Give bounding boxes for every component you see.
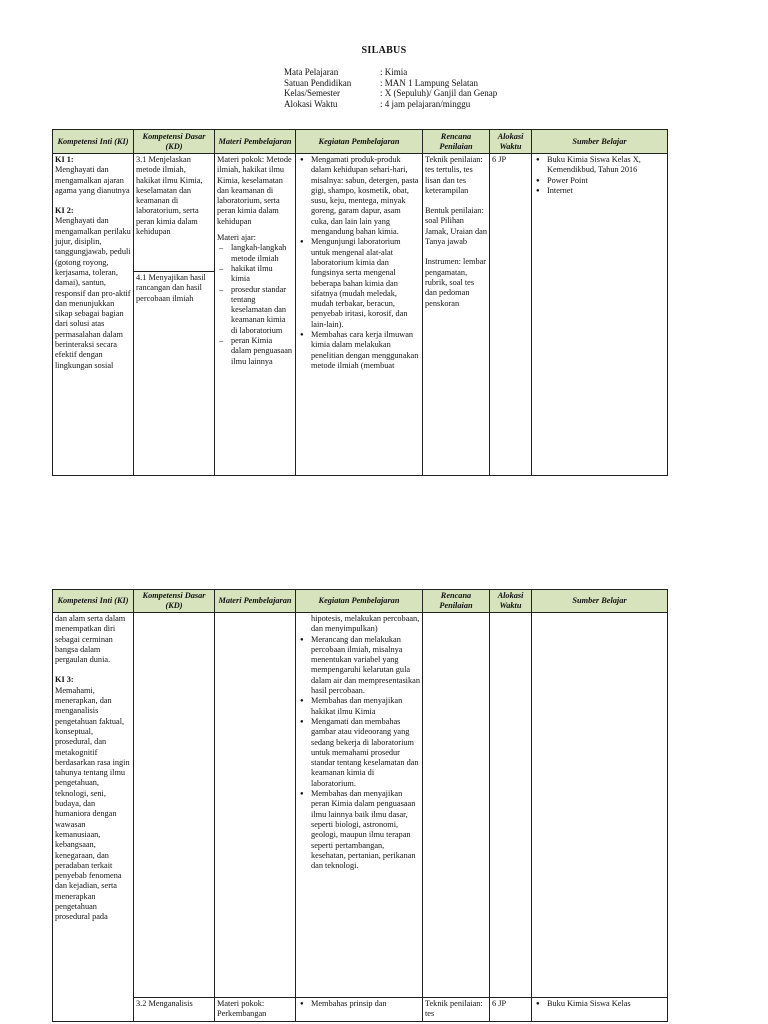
list-item: ● Power Point	[547, 176, 665, 186]
ki-continued: dan alam serta dalam menempatkan diri sebagai cerminan bangsa dalam pergaulan dunia.	[55, 614, 126, 665]
materi-cell: Materi pokok: Perkembangan	[215, 998, 296, 1022]
ki-cell	[53, 613, 134, 1022]
meta-row-class	[284, 88, 497, 99]
list-item: ● Buku Kimia Siswa Kelas X, Kemendikbud, Tahun 2016	[547, 155, 665, 176]
meta-row-subject	[284, 67, 497, 78]
kegiatan-list	[298, 635, 420, 872]
list-item: – hakikat ilmu kimia	[231, 264, 293, 285]
materi-cell	[215, 613, 296, 998]
syllabus-table-2	[52, 589, 668, 1022]
page-title: SILABUS	[361, 45, 407, 56]
sumber-list	[534, 155, 665, 196]
ki-cell	[53, 154, 134, 476]
kegiatan-cell	[296, 998, 423, 1022]
meta-row-school	[284, 78, 497, 89]
kd-3-1: 3.1 Menjelaskan metode ilmiah, hakikat ilmu Kimia, keselamatan dan keamanan di laboratorium, serta peran kimia dalam kehidupan	[136, 155, 203, 237]
list-item: ● Mengamati produk-produk dalam kehidupan sehari-hari, misalnya: sabun, detergen, pasta gigi, shampo, kosmetik, obat, susu, keju, mentega, minyak goreng, garam dapur, asam cuka, dan lain lain yang mengandung bahan kimia.	[311, 155, 420, 237]
list-item: ● Membahas cara kerja ilmuwan kimia dalam melakukan penelitian dengan menggunakan metode ilmiah (membuat	[311, 330, 420, 371]
penilaian-cell	[423, 613, 490, 998]
header-penilaian: Rencana Penilaian	[423, 590, 490, 613]
list-item: – langkah-langkah metode ilmiah	[231, 243, 293, 264]
header-kegiatan: Kegiatan Pembelajaran	[296, 590, 423, 613]
sumber-cell	[532, 154, 668, 476]
ki2-text: Menghayati dan mengamalkan perilaku jujur, disiplin, tanggungjawab, peduli (gotong royong, kerjasama, toleran, damai), santun, responsif dan pro-aktif dan menunjukkan sikap sebagai bagian dari solusi atas permasalahan dalam berinteraksi secara efektif dengan lingkungan sosial	[55, 216, 131, 370]
kegiatan-list	[298, 999, 420, 1009]
list-item: ● Mengunjungi laboratorium untuk mengenal alat-alat laboratorium kimia dan fungsinya serta mengenal beberapa bahan kimia dan sifatnya (mudah meledak, mudah terbakar, beracun, penyebab iritasi, korosif, dan lain-lain).	[311, 237, 420, 330]
header-kd: Kompetensi Dasar (KD)	[134, 590, 215, 613]
header-kd: Kompetensi Dasar (KD)	[134, 130, 215, 154]
kd-cell	[134, 154, 215, 476]
materi-cell	[215, 154, 296, 476]
list-item: ● Membahas prinsip dan	[311, 999, 420, 1009]
list-item: ● Mengamati dan membahas gambar atau videoorang yang sedang bekerja di laboratorium untuk memahami prosedur standar tentang keselamatan dan keamanan kimia di laboratorium.	[311, 717, 420, 789]
header-materi: Materi Pembelajaran	[215, 130, 296, 154]
ki3-text: Memahami, menerapkan, dan menganalisis pengetahuan faktual, konseptual, prosedural, dan metakognitif berdasarkan rasa ingin tahunya tentang ilmu pengetahuan, teknologi, seni, budaya, dan humaniora dengan wawasan kemanusiaan, kebangsaan, kenegaraan, dan peradaban terkait penyebab fenomena dan kejadian, serta menerapkan pengetahuan prosedural pada	[55, 685, 130, 922]
syllabus-table-1	[52, 129, 668, 476]
list-item: ● Internet	[547, 186, 665, 196]
document-meta	[284, 67, 497, 109]
materi-ajar-list	[217, 243, 293, 367]
ki1-title: KI 1:	[55, 155, 74, 164]
penilaian-bentuk: Bentuk penilaian: soal Pilihan Jamak, Uraian dan Tanya jawab	[425, 206, 487, 247]
header-penilaian: Rencana Penilaian	[423, 130, 490, 154]
header-waktu: Alokasi Waktu	[490, 130, 532, 154]
ki3-title: KI 3:	[55, 675, 74, 685]
header-kegiatan: Kegiatan Pembelajaran	[296, 130, 423, 154]
header-ki: Kompetensi Inti (KI)	[53, 130, 134, 154]
penilaian-teknik: Teknik penilaian: tes tertulis, tes lisan dan tes keterampilan	[425, 155, 483, 195]
list-item: ● Buku Kimia Siswa Kelas	[547, 999, 665, 1009]
meta-label: Mata Pelajaran	[284, 67, 339, 77]
header-ki: Kompetensi Inti (KI)	[53, 590, 134, 613]
materi-ajar-label: Materi ajar:	[217, 233, 256, 243]
kd-cell	[134, 613, 215, 998]
meta-value: : MAN 1 Lampung Selatan	[380, 77, 478, 88]
penilaian-cell: Teknik penilaian: tes	[423, 998, 490, 1022]
header-sumber: Sumber Belajar	[532, 130, 668, 154]
sumber-cell	[532, 998, 668, 1022]
ki1-text: Menghayati dan mengamalkan ajaran agama yang dianutnya	[55, 165, 130, 195]
list-item: ● Membahas dan menyajikan hakikat ilmu Kimia	[311, 696, 420, 717]
kd-4-1: 4.1 Menyajikan hasil rancangan dan hasil percobaan ilmiah	[134, 271, 214, 304]
list-item: – peran Kimia dalam penguasaan ilmu lainnya	[231, 336, 293, 367]
penilaian-instrumen: Instrumen: lembar pengamatan, rubrik, soal tes dan pedoman penskoran	[425, 257, 487, 308]
ki2-title: KI 2:	[55, 206, 74, 216]
list-item: ● Membahas dan menyajikan peran Kimia dalam penguasaan ilmu lainnya baik ilmu dasar, seperti biologi, astronomi, geologi, maupun ilmu terapan seperti pertambangan, kesehatan, pertanian, perikanan dan teknologi.	[311, 789, 420, 871]
kegiatan-cell	[296, 613, 423, 998]
meta-label: Satuan Pendidikan	[284, 77, 352, 88]
meta-value: : 4 jam pelajaran/minggu	[380, 98, 471, 109]
materi-pokok: Materi pokok: Metode ilmiah, hakikat ilmu Kimia, keselamatan dan keamanan di laboratorium, serta peran kimia dalam kehidupan	[217, 155, 292, 226]
meta-label: Alokasi Waktu	[284, 98, 338, 109]
kegiatan-cell	[296, 154, 423, 476]
meta-value: : X (Sepuluh)/ Ganjil dan Genap	[380, 88, 498, 98]
waktu-cell: 6 JP	[490, 154, 532, 476]
penilaian-cell	[423, 154, 490, 476]
kegiatan-list	[298, 155, 420, 371]
list-item: – prosedur standar tentang keselamatan dan keamanan kimia di laboratorium	[231, 285, 293, 336]
kd-cell: 3.2 Menganalisis	[134, 998, 215, 1022]
waktu-cell	[490, 613, 532, 998]
meta-row-time	[284, 99, 497, 110]
kegiatan-continued: hipotesis, melakukan percobaan, dan menyimpulkan)	[311, 614, 420, 634]
header-waktu: Alokasi Waktu	[490, 590, 532, 613]
sumber-cell	[532, 613, 668, 998]
sumber-list	[534, 999, 665, 1009]
waktu-cell: 6 JP	[490, 998, 532, 1022]
meta-value: : Kimia	[380, 67, 408, 77]
header-sumber: Sumber Belajar	[532, 590, 668, 613]
header-materi: Materi Pembelajaran	[215, 590, 296, 613]
meta-label: Kelas/Semester	[284, 88, 340, 98]
list-item: ● Merancang dan melakukan percobaan ilmiah, misalnya menentukan variabel yang mempengaruhi kelarutan gula dalam air dan mempresentasikan hasil percobaan.	[311, 635, 420, 697]
